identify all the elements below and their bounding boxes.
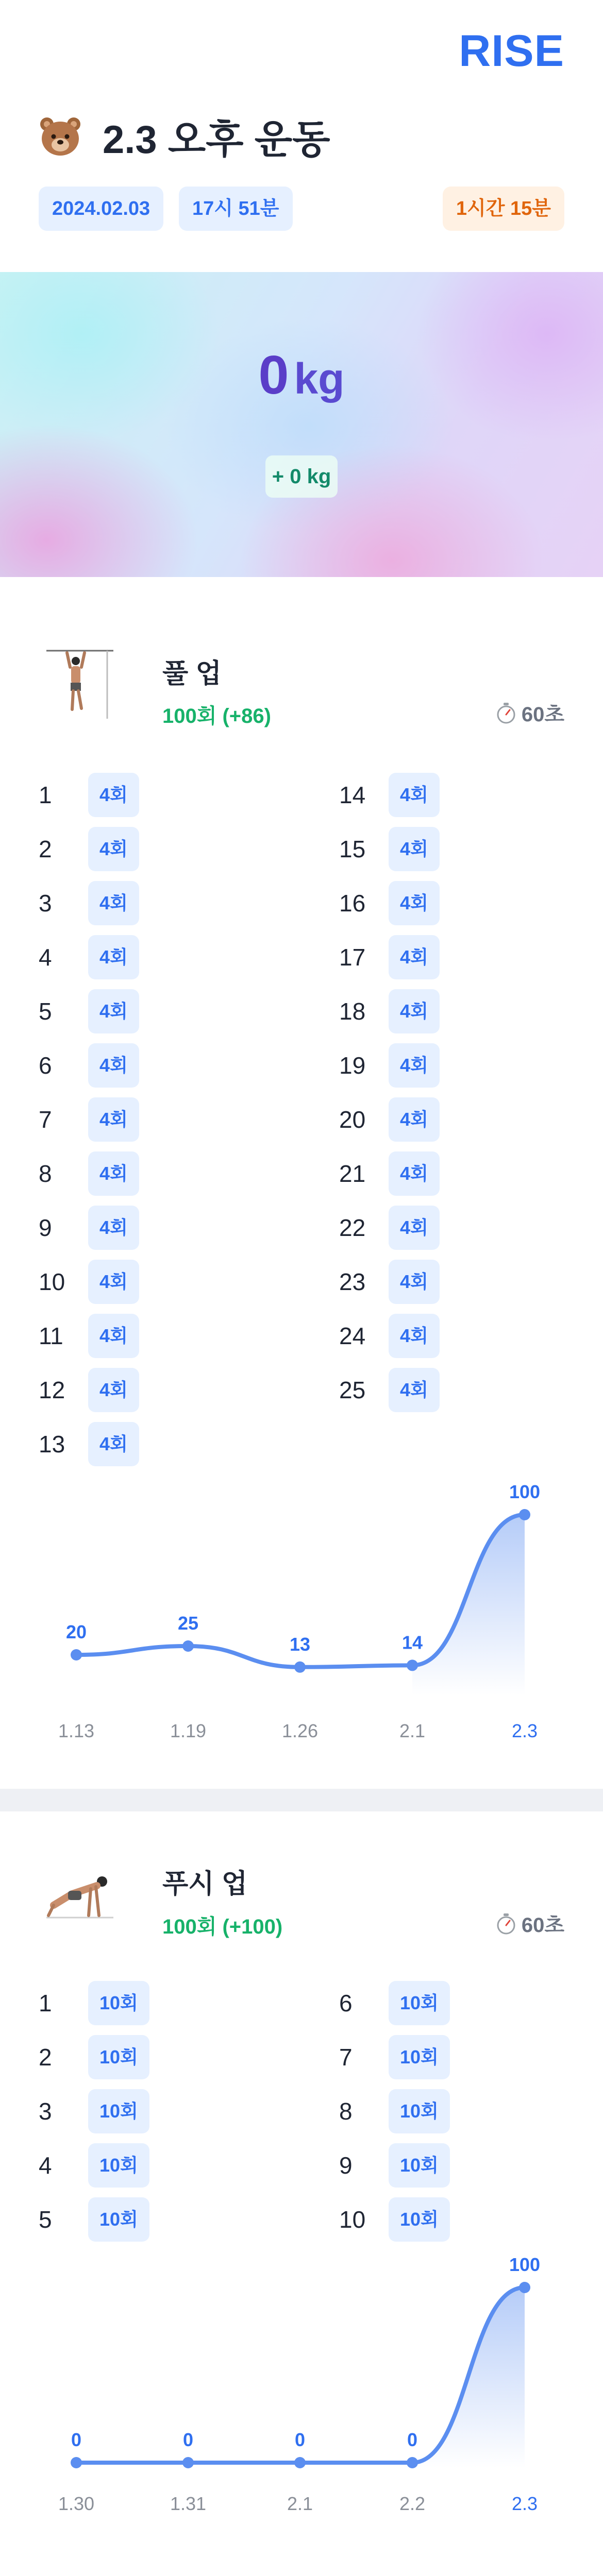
- set-reps-badge: 4회: [88, 1206, 139, 1250]
- set-reps-badge: 4회: [389, 1097, 440, 1142]
- set-row: [39, 2035, 149, 2079]
- data-label: 100: [509, 2254, 541, 2275]
- set-row: [39, 1151, 139, 1196]
- set-number: 20: [339, 1106, 366, 1133]
- set-reps-badge: 4회: [88, 1097, 139, 1142]
- data-point: [294, 2457, 306, 2468]
- data-label: 0: [294, 2429, 306, 2450]
- set-number: 5: [39, 2206, 52, 2233]
- set-row: [39, 1314, 139, 1358]
- set-reps-badge: 4회: [88, 1314, 139, 1358]
- duration-chip: 1시간 15분: [443, 187, 564, 231]
- x-tick-label: 1.31: [170, 2493, 207, 2514]
- set-row: [39, 1260, 139, 1304]
- set-reps-badge: 4회: [389, 1206, 440, 1250]
- set-reps-badge: 10회: [389, 2143, 450, 2188]
- set-number: 17: [339, 944, 366, 971]
- exercise-total-count: 100회 (+100): [162, 1916, 283, 1938]
- set-number: 11: [39, 1323, 63, 1349]
- x-tick-label: 2.1: [399, 1720, 426, 1741]
- x-tick-label: 1.13: [58, 1720, 95, 1741]
- pull-up-thumbnail: [41, 647, 119, 719]
- set-number: 21: [339, 1160, 366, 1187]
- set-reps-badge: 10회: [88, 2035, 149, 2079]
- set-number: 2: [39, 836, 52, 862]
- stopwatch-icon: [495, 1912, 517, 1935]
- set-row: [39, 827, 139, 871]
- set-number: 23: [339, 1268, 366, 1295]
- data-point: [71, 1649, 82, 1660]
- set-row: [339, 1981, 450, 2025]
- total-volume: [0, 344, 603, 406]
- set-row: [339, 1260, 440, 1304]
- set-number: 3: [39, 890, 52, 917]
- set-row: [339, 881, 440, 925]
- rest-time-value: 60초: [521, 703, 564, 726]
- set-number: 4: [39, 2152, 52, 2179]
- set-row: [339, 1097, 440, 1142]
- x-tick-label: 1.19: [170, 1720, 207, 1741]
- set-row: [39, 881, 139, 925]
- set-number: 2: [39, 2044, 52, 2071]
- data-label: 13: [289, 1633, 311, 1655]
- set-reps-badge: 4회: [88, 1422, 139, 1466]
- data-label: 25: [177, 1613, 199, 1634]
- rest-time: [495, 1909, 564, 1938]
- data-point: [519, 2282, 530, 2293]
- date-chip: 2024.02.03: [39, 187, 163, 231]
- set-reps-badge: 10회: [389, 1981, 450, 2025]
- set-row: [39, 1097, 139, 1142]
- set-reps-badge: 4회: [389, 1151, 440, 1196]
- x-tick-label: 2.1: [287, 2493, 313, 2514]
- set-number: 1: [39, 1990, 52, 2016]
- series-area-highlight: [412, 1515, 525, 1695]
- x-tick-label: 1.30: [58, 2493, 95, 2514]
- set-reps-badge: 4회: [88, 1043, 139, 1088]
- set-number: 3: [39, 2098, 52, 2125]
- set-row: [39, 1422, 139, 1466]
- set-reps-badge: 4회: [389, 1368, 440, 1412]
- set-reps-badge: 4회: [389, 989, 440, 1033]
- set-row: [339, 935, 440, 979]
- set-row: [339, 1043, 440, 1088]
- set-number: 16: [339, 890, 366, 917]
- set-number: 7: [339, 2044, 353, 2071]
- app-logo: RISE: [459, 26, 564, 76]
- set-reps-badge: 10회: [389, 2197, 450, 2242]
- set-reps-badge: 4회: [88, 1368, 139, 1412]
- total-volume-card: [0, 272, 603, 577]
- set-number: 13: [39, 1431, 65, 1458]
- time-chip: 17시 51분: [179, 187, 293, 231]
- set-number: 9: [339, 2152, 353, 2179]
- set-reps-badge: 4회: [389, 1260, 440, 1304]
- set-number: 10: [39, 1268, 65, 1295]
- set-reps-badge: 10회: [88, 2197, 149, 2242]
- set-row: [39, 2143, 149, 2188]
- set-row: [39, 1981, 149, 2025]
- set-reps-badge: 10회: [389, 2089, 450, 2133]
- set-reps-badge: 4회: [88, 827, 139, 871]
- set-number: 6: [39, 1052, 52, 1079]
- set-row: [339, 1151, 440, 1196]
- set-number: 1: [39, 782, 52, 808]
- volume-delta-badge: + 0 kg: [265, 455, 338, 498]
- set-number: 12: [39, 1377, 65, 1403]
- data-point: [294, 1662, 306, 1673]
- data-label: 14: [401, 1632, 423, 1653]
- data-point: [407, 2457, 418, 2468]
- set-row: [339, 2143, 450, 2188]
- set-number: 8: [39, 1160, 52, 1187]
- exercise-name: 풀 업: [162, 659, 222, 689]
- set-row: [39, 2197, 149, 2242]
- rest-time: [495, 698, 564, 727]
- total-volume-value: 0: [258, 345, 289, 405]
- bear-icon: [39, 115, 82, 158]
- set-number: 22: [339, 1214, 366, 1241]
- data-point: [71, 2457, 82, 2468]
- workout-title-row: [39, 108, 330, 164]
- set-number: 10: [339, 2206, 366, 2233]
- set-reps-badge: 4회: [88, 1260, 139, 1304]
- set-reps-badge: 4회: [389, 1314, 440, 1358]
- set-reps-badge: 4회: [389, 827, 440, 871]
- set-number: 24: [339, 1323, 366, 1349]
- data-label: 100: [509, 1481, 541, 1502]
- set-number: 25: [339, 1377, 366, 1403]
- set-row: [339, 2089, 450, 2133]
- x-tick-label: 2.3: [511, 2493, 538, 2514]
- data-label: 0: [182, 2429, 194, 2450]
- data-point: [519, 1509, 530, 1520]
- set-number: 15: [339, 836, 366, 862]
- exercise-name: 푸시 업: [162, 1869, 248, 1899]
- set-reps-badge: 4회: [88, 989, 139, 1033]
- progress-chart: [0, 2246, 603, 2535]
- set-reps-badge: 10회: [88, 2089, 149, 2133]
- set-reps-badge: 10회: [88, 2143, 149, 2188]
- set-row: [39, 2089, 149, 2133]
- data-point: [182, 1640, 194, 1652]
- set-row: [39, 773, 139, 817]
- set-number: 9: [39, 1214, 52, 1241]
- data-label: 0: [71, 2429, 82, 2450]
- x-tick-label: 2.2: [399, 2493, 426, 2514]
- set-row: [339, 2035, 450, 2079]
- data-point: [182, 2457, 194, 2468]
- data-point: [407, 1659, 418, 1671]
- progress-chart: [0, 1473, 603, 1762]
- set-row: [339, 773, 440, 817]
- set-row: [339, 1206, 440, 1250]
- data-label: 20: [65, 1621, 87, 1642]
- x-tick-label: 2.3: [511, 1720, 538, 1741]
- set-row: [39, 989, 139, 1033]
- set-number: 7: [39, 1106, 52, 1133]
- set-row: [39, 1368, 139, 1412]
- page-title: 2.3 오후 운동: [103, 118, 330, 162]
- set-reps-badge: 10회: [389, 2035, 450, 2079]
- set-reps-badge: 4회: [88, 881, 139, 925]
- set-number: 6: [339, 1990, 353, 2016]
- set-number: 14: [339, 782, 366, 808]
- set-reps-badge: 10회: [88, 1981, 149, 2025]
- set-reps-badge: 4회: [88, 1151, 139, 1196]
- set-row: [39, 1043, 139, 1088]
- set-row: [339, 827, 440, 871]
- set-number: 5: [39, 998, 52, 1025]
- section-divider: [0, 1789, 603, 1811]
- set-row: [339, 989, 440, 1033]
- exercise-total-count: 100회 (+86): [162, 705, 271, 727]
- set-reps-badge: 4회: [389, 935, 440, 979]
- set-number: 8: [339, 2098, 353, 2125]
- stopwatch-icon: [495, 702, 517, 724]
- set-row: [39, 935, 139, 979]
- set-row: [339, 2197, 450, 2242]
- set-row: [39, 1206, 139, 1250]
- set-reps-badge: 4회: [389, 1043, 440, 1088]
- set-row: [339, 1368, 440, 1412]
- rest-time-value: 60초: [521, 1914, 564, 1937]
- set-row: [339, 1314, 440, 1358]
- set-reps-badge: 4회: [88, 773, 139, 817]
- set-number: 4: [39, 944, 52, 971]
- total-volume-unit: kg: [294, 354, 345, 403]
- set-reps-badge: 4회: [389, 881, 440, 925]
- set-number: 18: [339, 998, 366, 1025]
- set-reps-badge: 4회: [389, 773, 440, 817]
- data-label: 0: [407, 2429, 418, 2450]
- set-reps-badge: 4회: [88, 935, 139, 979]
- x-tick-label: 1.26: [281, 1720, 319, 1741]
- set-number: 19: [339, 1052, 366, 1079]
- push-up-thumbnail: [41, 1860, 119, 1932]
